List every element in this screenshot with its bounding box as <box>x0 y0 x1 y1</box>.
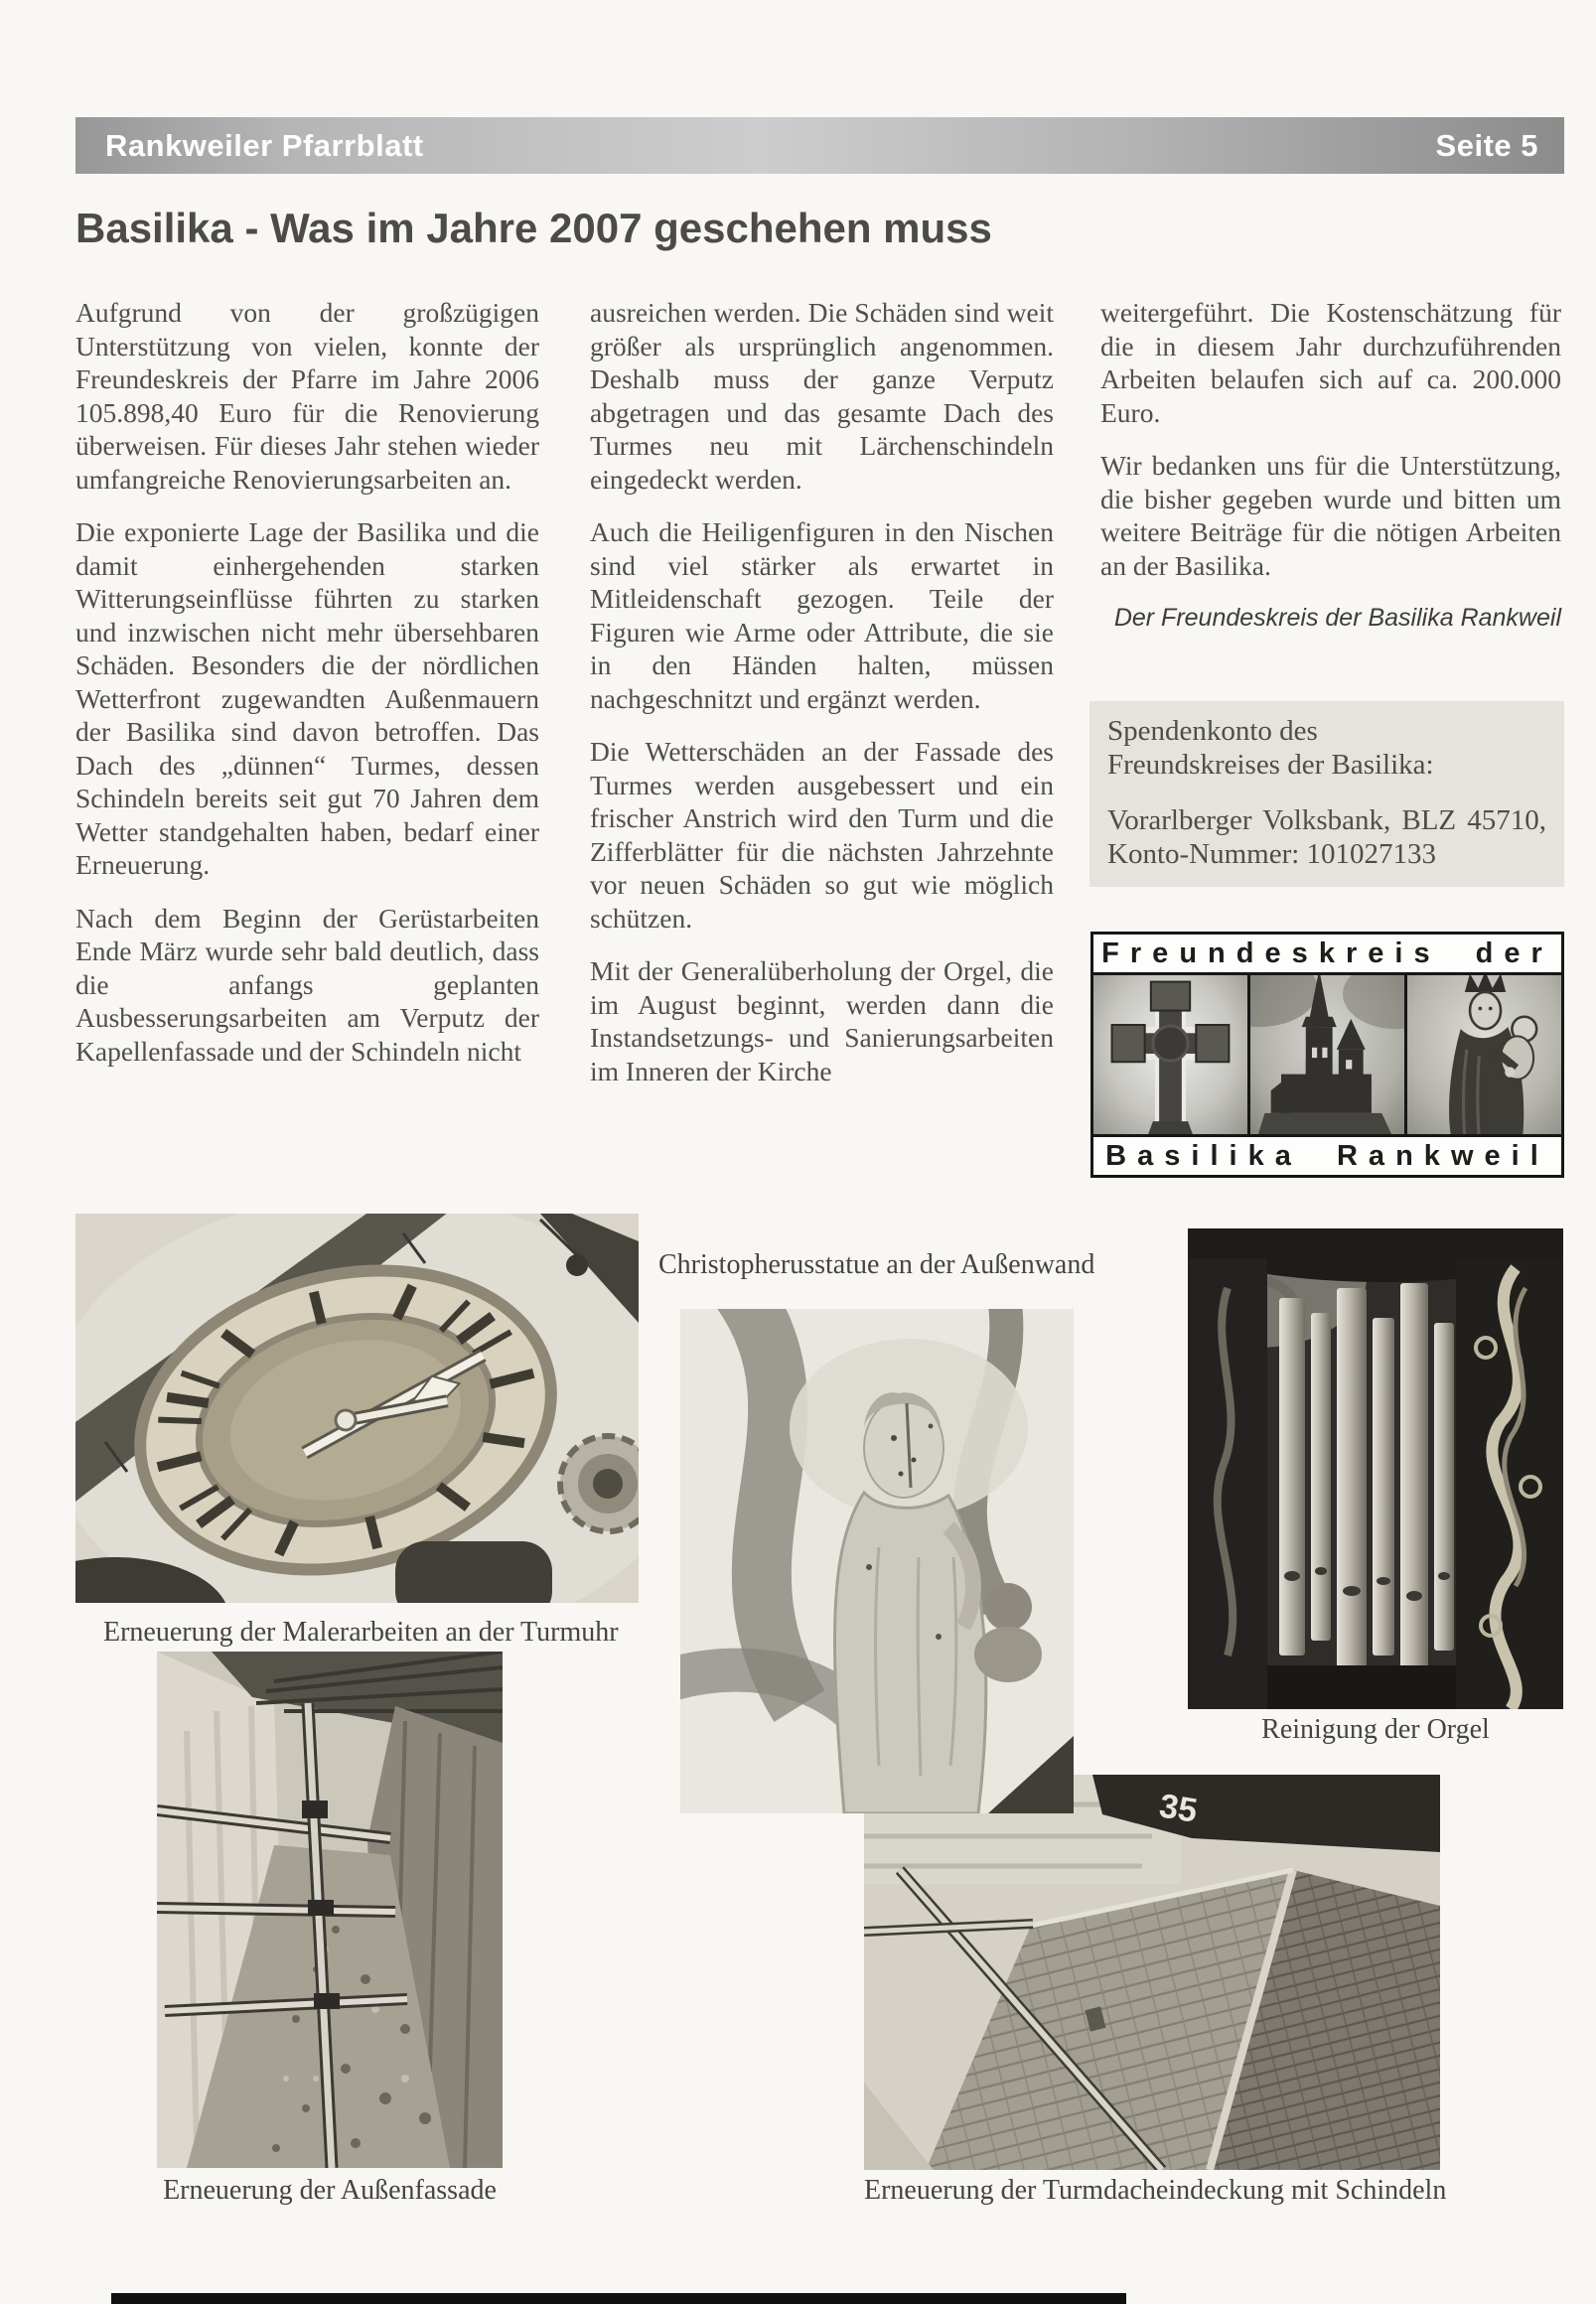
scaffolding-image <box>157 1652 503 2168</box>
paragraph: Die Wetterschäden an der Fassade des Turmes werden ausgebessert und ein frischer Anstrich wird den Turm und die Zifferblätter für die nächsten Jahrzehnte vor neuen Schäden so gut wie möglich schützen. <box>590 736 1054 934</box>
friends-association-logo <box>1090 932 1564 1178</box>
scan-edge-artifact <box>111 2293 1126 2304</box>
paragraph: weitergeführt. Die Kostenschätzung für die in diesem Jahr durchzuführenden Arbeiten belaufen sich auf ca. 200.000 Euro. <box>1100 297 1561 428</box>
tower-roof-photo <box>864 1775 1440 2170</box>
paragraph: Auch die Heiligenfiguren in den Nischen sind viel stärker als erwartet in Mitleidenschaft gezogen. Teile der Figuren wie Arme oder Attribute, die sie in den Händen halten, müssen nachgeschnitzt und ergänzt werden. <box>590 516 1054 714</box>
paragraph: Wir bedanken uns für die Unterstützung, die bisher gegeben wurde und bitten um weitere Beiträge für die nötigen Arbeiten an der Basilika. <box>1100 450 1561 581</box>
donation-account-details: Vorarlberger Volksbank, BLZ 45710, Konto-Nummer: 101027133 <box>1107 804 1546 870</box>
donation-box-heading-line2: Freundskreises der Basilika: <box>1107 749 1434 781</box>
paragraph: Die exponierte Lage der Basilika und die damit einhergehenden starken Witterungseinflüsse führten zu starken und inzwischen nicht mehr übersehbaren Schäden. Besonders die der nördlichen Wetterfront zugewandten Außenmauern der Basilika sind davon betroffen. Das Dach des „dünnen“ Turmes, dessen Schindeln bereits seit gut 70 Jahren dem Wetter standgehalten haben, bedarf einer Erneuerung. <box>75 516 539 880</box>
logo-panel-cross <box>1093 975 1250 1134</box>
madonna-with-child-icon <box>1407 975 1561 1134</box>
article-column-1 <box>75 296 539 1087</box>
organ-image <box>1188 1228 1563 1709</box>
cross-icon <box>1093 975 1247 1134</box>
paragraph: Mit der Generalüberholung der Orgel, die im August beginnt, werden dann die Instandsetzungs- und Sanierungsarbeiten im Inneren der Kirche <box>590 955 1054 1086</box>
article-title: Basilika - Was im Jahre 2007 geschehen muss <box>75 205 992 251</box>
tower-clock-image <box>75 1214 639 1603</box>
clock-photo-caption: Erneuerung der Malerarbeiten an der Turmuhr <box>103 1617 619 1648</box>
newsletter-name: Rankweiler Pfarrblatt <box>105 127 424 163</box>
logo-text-bottom: Basilika Rankweil <box>1093 1134 1561 1175</box>
logo-image-row <box>1093 975 1561 1134</box>
logo-text-top: Freundeskreis der <box>1093 935 1561 975</box>
roof-photo-caption: Erneuerung der Turmdacheindeckung mit Schindeln <box>864 2175 1447 2206</box>
page-header-bar <box>75 117 1564 174</box>
paragraph: ausreichen werden. Die Schäden sind weit größer als ursprünglich angenommen. Deshalb muss der ganze Verputz abgetragen und das gesamte Dach des Turmes neu mit Lärchenschindeln eingedeckt werden. <box>590 297 1054 495</box>
basilica-church-icon <box>1250 975 1404 1134</box>
tower-clock-photo <box>75 1214 639 1603</box>
organ-photo-caption: Reinigung der Orgel <box>1261 1714 1490 1745</box>
donation-box-heading-line1: Spendenkonto des <box>1107 715 1318 747</box>
roof-shingles-image <box>864 1775 1440 2170</box>
christopherus-statue-photo <box>680 1309 1074 1813</box>
donation-box <box>1089 701 1564 887</box>
organ-photo <box>1188 1228 1563 1709</box>
paragraph: Aufgrund von der großzügigen Unterstützung von vielen, konnte der Freundeskreis der Pfarre im Jahre 2006 105.898,40 Euro für die Renovierung überweisen. Für dieses Jahr stehen wieder umfangreiche Renovierungsarbeiten an. <box>75 297 539 495</box>
article-column-3 <box>1100 296 1561 636</box>
facade-photo-caption: Erneuerung der Außenfassade <box>163 2175 497 2206</box>
article-column-2 <box>590 296 1054 1107</box>
scaffold-sign-number: 35 <box>1156 1787 1201 1830</box>
page-number: Seite 5 <box>1435 127 1538 163</box>
paragraph: Nach dem Beginn der Gerüstarbeiten Ende März wurde sehr bald deutlich, dass die anfangs geplanten Ausbesserungsarbeiten am Verputz der Kapellenfassade und der Schindeln nicht <box>75 902 539 1067</box>
statue-image <box>680 1309 1074 1813</box>
article-signature: Der Freundeskreis der Basilika Rankweil <box>1113 604 1561 632</box>
statue-photo-caption: Christopherusstatue an der Außenwand <box>658 1249 1095 1280</box>
logo-panel-church <box>1250 975 1407 1134</box>
logo-panel-madonna <box>1407 975 1561 1134</box>
facade-scaffolding-photo <box>157 1652 503 2168</box>
